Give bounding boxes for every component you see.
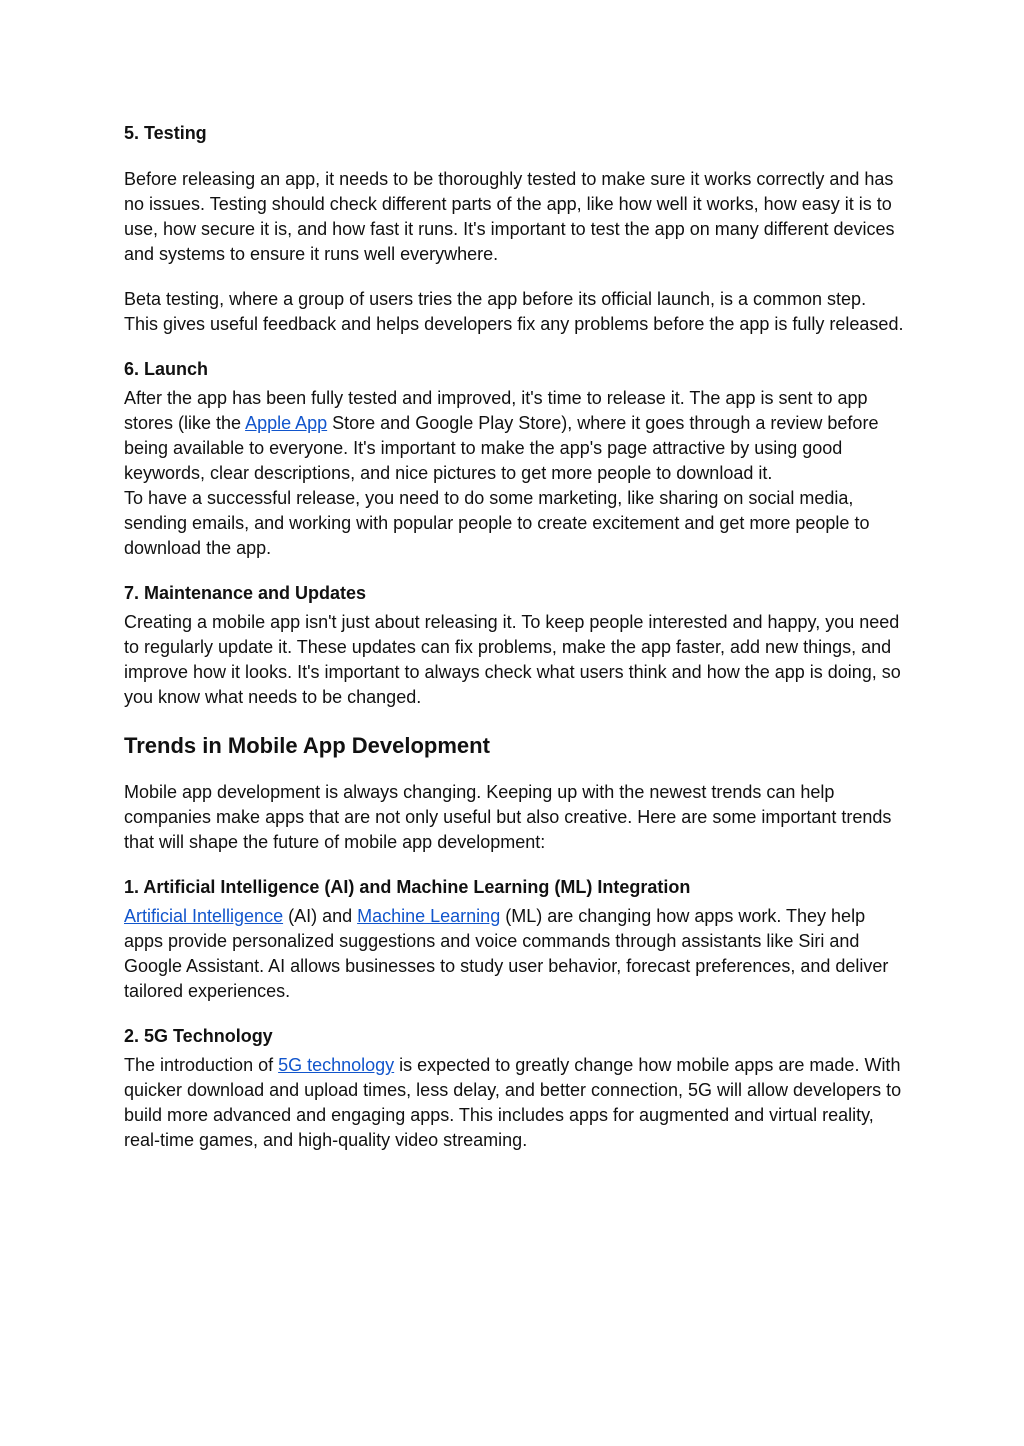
launch-paragraph-2: To have a successful release, you need to do some marketing, like sharing on social media, sending emails, and working with popular people to create excitement and get more people to download the app. [124, 488, 870, 558]
5g-text-1: The introduction of [124, 1055, 279, 1075]
5g-technology-link[interactable]: 5G technology [278, 1055, 395, 1075]
trends-intro-paragraph: Mobile app development is always changing. Keeping up with the newest trends can help companies make apps that are not only useful but also creative. Here are some important trends that will shape the future of mobile app development: [124, 782, 892, 852]
testing-paragraph-2: Beta testing, where a group of users tries the app before its official launch, is a common step. This gives useful feedback and helps developers fix any problems before the app is fully released. [124, 289, 904, 334]
apple-app-link[interactable]: Apple App [245, 413, 328, 433]
testing-heading: 5. Testing [124, 123, 207, 143]
artificial-intelligence-link[interactable]: Artificial Intelligence [124, 906, 284, 926]
5g-heading: 2. 5G Technology [124, 1026, 273, 1046]
machine-learning-link[interactable]: Machine Learning [357, 906, 501, 926]
launch-heading: 6. Launch [124, 359, 209, 379]
maintenance-heading: 7. Maintenance and Updates [124, 583, 367, 603]
launch-text-before-link: After the app has been fully tested and improved, it's time to release it. The app is sent to app stores (like the [124, 388, 868, 433]
ai-ml-text-2: (ML) are changing how apps work. They help apps provide personalized suggestions and voice commands through assistants like Siri and Google Assistant. AI allows businesses to study user behavior, forecast preferences, and deliver tailored experiences. [124, 906, 889, 1001]
trends-heading: Trends in Mobile App Development [124, 733, 490, 758]
document-page [124, 121, 904, 1153]
testing-paragraph-1: Before releasing an app, it needs to be thoroughly tested to make sure it works correctly and has no issues. Testing should check different parts of the app, like how well it works, how easy it is to use, how secure it is, and how fast it runs. It's important to test the app on many different devices and systems to ensure it runs well everywhere. [124, 169, 895, 264]
ai-ml-heading: 1. Artificial Intelligence (AI) and Machine Learning (ML) Integration [124, 877, 691, 897]
5g-text-2: is expected to greatly change how mobile apps are made. With quicker download and upload times, less delay, and better connection, 5G will allow developers to build more advanced and engaging apps. This includes apps for augmented and virtual reality, real-time games, and high-quality video streaming. [124, 1055, 902, 1150]
ai-ml-paragraph [124, 904, 904, 1004]
5g-paragraph [124, 1053, 904, 1153]
maintenance-paragraph: Creating a mobile app isn't just about releasing it. To keep people interested and happy, you need to regularly update it. These updates can fix problems, make the app faster, add new things, and improve how it looks. It's important to always check what users think and how the app is doing, so you know what needs to be changed. [124, 612, 901, 707]
ai-ml-text-1: (AI) and [283, 906, 358, 926]
launch-paragraph-1 [124, 386, 904, 486]
launch-text-after-link: Store and Google Play Store), where it goes through a review before being available to everyone. It's important to make the app's page attractive by using good keywords, clear descriptions, and nice pictures to get more people to download it. [124, 413, 879, 483]
